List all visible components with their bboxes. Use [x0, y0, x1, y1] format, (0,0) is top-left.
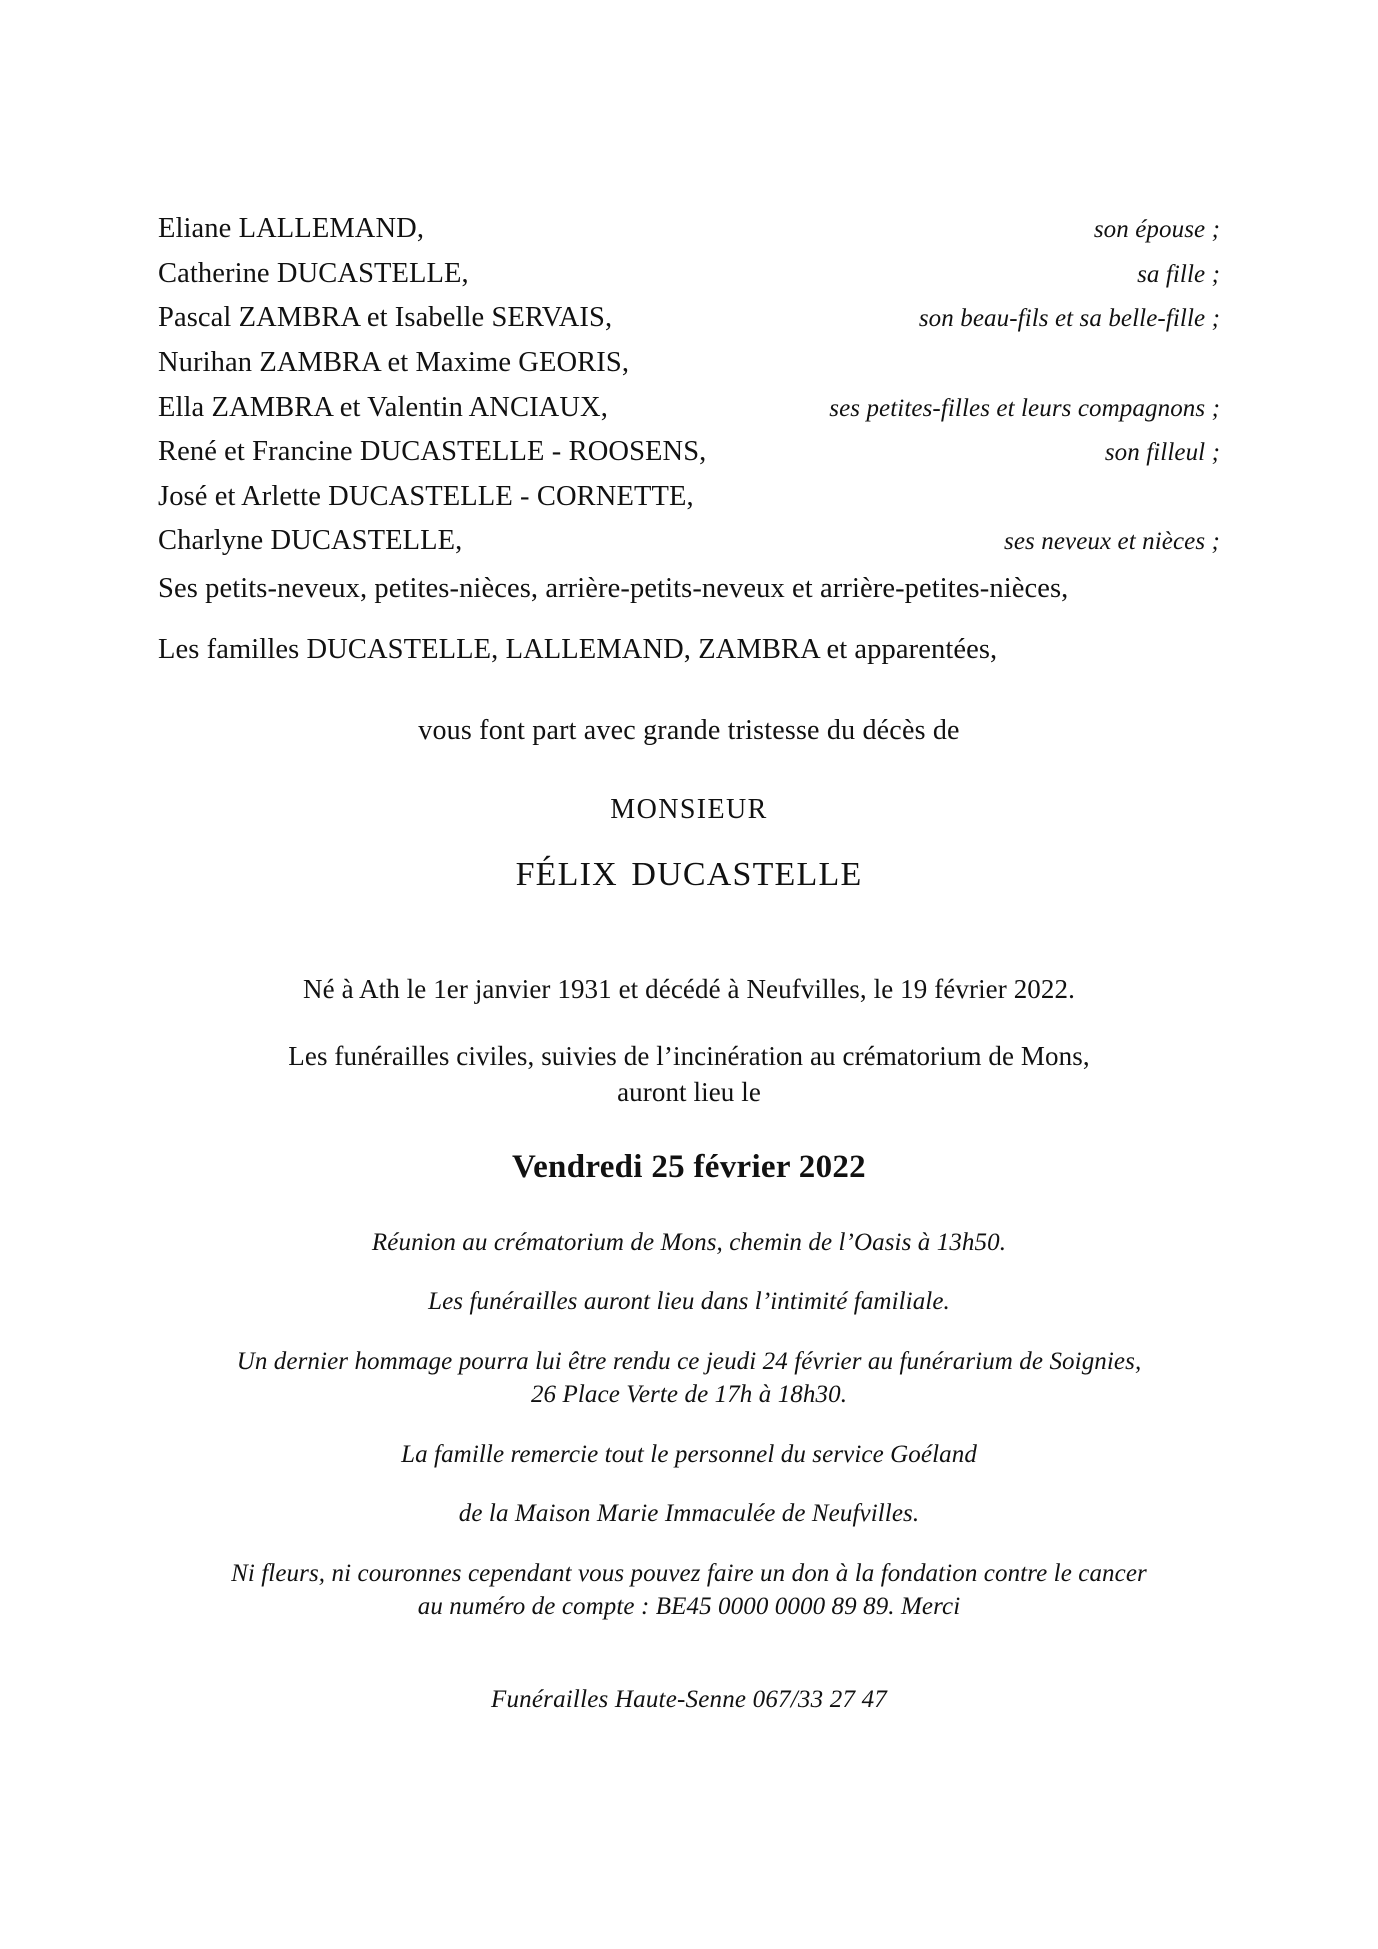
- extended-relatives-line: Ses petits-neveux, petites-nièces, arrière-petits-neveux et arrière-petites-nièces,: [158, 573, 1069, 604]
- survivor-row: [158, 524, 1220, 558]
- funeral-intro-line-2: auront lieu le: [617, 1076, 761, 1107]
- survivor-row: [158, 435, 1220, 469]
- note-donation: [158, 1557, 1220, 1624]
- survivor-row: [158, 480, 1220, 514]
- funeral-intro-line-1: Les funérailles civiles, suivies de l’incinération au crématorium de Mons,: [288, 1041, 1090, 1072]
- survivor-row: [158, 391, 1220, 425]
- note-thanks-staff: La famille remercie tout le personnel du service Goéland: [401, 1440, 977, 1468]
- funeral-date: Vendredi 25 février 2022: [512, 1148, 866, 1185]
- survivor-name: José et Arlette DUCASTELLE - CORNETTE,: [158, 480, 694, 512]
- survivor-name: Eliane LALLEMAND,: [158, 213, 425, 244]
- life-dates-line: Né à Ath le 1er janvier 1931 et décédé à Neufvilles, le 19 février 2022.: [303, 974, 1075, 1005]
- survivor-name: Charlyne DUCASTELLE,: [158, 525, 463, 557]
- deceased-name-block: [158, 779, 1220, 900]
- survivor-row: [158, 301, 1220, 335]
- note-visitation-line-1: Un dernier hommage pourra lui être rendu ce jeudi 24 février au funérarium de Soignies,: [236, 1347, 1142, 1375]
- survivor-relation: ses petites-filles et leurs compagnons ;: [829, 394, 1220, 422]
- survivor-relation: ses neveux et nièces ;: [1004, 528, 1220, 556]
- note-private-ceremony: Les funérailles auront lieu dans l’intimité familiale.: [428, 1288, 950, 1315]
- survivors-list: [158, 212, 1220, 558]
- survivor-name: Ella ZAMBRA et Valentin ANCIAUX,: [158, 391, 608, 423]
- survivor-name: Pascal ZAMBRA et Isabelle SERVAIS,: [158, 302, 613, 334]
- note-visitation-line-2: 26 Place Verte de 17h à 18h30.: [530, 1381, 848, 1408]
- families-line: Les familles DUCASTELLE, LALLEMAND, ZAMBRA et apparentées,: [158, 634, 998, 666]
- note-gathering: Réunion au crématorium de Mons, chemin de l’Oasis à 13h50.: [371, 1228, 1007, 1256]
- note-donation-line-1: Ni fleurs, ni couronnes cependant vous pouvez faire un don à la fondation contre le cancer: [231, 1559, 1147, 1587]
- survivor-relation: son beau-fils et sa belle-fille ;: [918, 305, 1220, 333]
- survivor-row: [158, 257, 1220, 291]
- funeral-intro: [158, 1039, 1220, 1110]
- survivor-name: Catherine DUCASTELLE,: [158, 257, 469, 289]
- announcement-line: vous font part avec grande tristesse du décès de: [418, 715, 960, 747]
- survivor-row: [158, 346, 1220, 380]
- document-content: [158, 212, 1220, 1714]
- survivor-relation: son épouse ;: [1093, 216, 1220, 243]
- deceased-full-name: félix ducastelle: [515, 840, 863, 896]
- survivor-relation: sa fille ;: [1137, 260, 1220, 288]
- survivor-name: René et Francine DUCASTELLE - ROOSENS,: [158, 436, 707, 468]
- note-visitation: [158, 1345, 1220, 1412]
- service-notes: [158, 1226, 1220, 1624]
- note-donation-line-2: au numéro de compte : BE45 0000 0000 89 89. Merci: [417, 1593, 961, 1620]
- deceased-honorific: monsieur: [610, 782, 768, 828]
- funeral-home-footer: Funérailles Haute-Senne 067/33 27 47: [490, 1685, 888, 1713]
- note-thanks-home: de la Maison Marie Immaculée de Neufvilles.: [458, 1500, 920, 1527]
- survivor-name: Nurihan ZAMBRA et Maxime GEORIS,: [158, 346, 630, 378]
- survivor-row: [158, 212, 1220, 246]
- survivor-relation: son filleul ;: [1104, 439, 1220, 467]
